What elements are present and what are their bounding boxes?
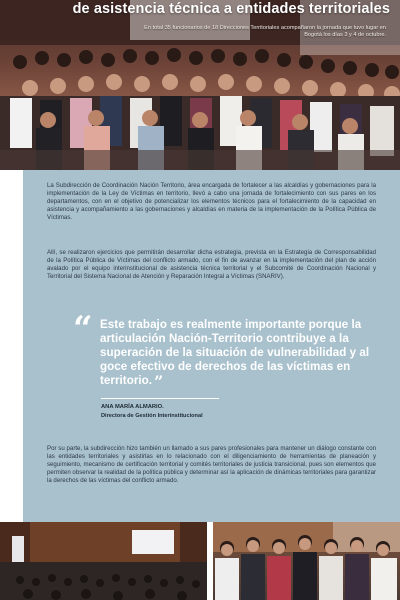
quote-close-mark: ”: [154, 372, 164, 392]
pull-quote-text: Este trabajo es realmente importante porque la articulación Nación-Territorio contribuye a la superación de la situación de vulnerabilidad y al goce efectivo de derechos de las víctimas en territorio.: [100, 318, 370, 388]
quote-open-mark: “: [73, 309, 93, 349]
group-photo-small: [213, 522, 400, 600]
body-paragraph-1: La Subdirección de Coordinación Nación Territorio, área encargada de fortalecer a las alcaldías y gobernaciones para la implementación de la Ley de Víctimas en territorio, llevó a cabo una jornada de fortalecimiento con sus pares en los departamentos, con en el objetivo de potencializar los elementos técnicos para el fortalecimiento de la capacidad en asistencia y acompañamiento a las gobernaciones y alcaldías en materia de la implementación de la Política Pública de Víctimas.: [47, 182, 376, 221]
article-panel: [23, 170, 400, 522]
group-photo-small-illustration: [213, 522, 400, 600]
auditorium-photo: [0, 522, 207, 600]
photo-caption: En total 35 funcionarios de 18 Direcciones Territoriales acompañaron la jornada que tuvo lugar en Bogotá los días 3 y 4 de octubre.: [144, 25, 386, 38]
quote-divider: [101, 398, 219, 399]
auditorium-photo-illustration: [0, 522, 207, 600]
body-paragraph-2: Allí, se realizaron ejercicios que permitirán desarrollar dicha estrategia, prevista en la Estrategia de Corresponsabilidad de la Política Pública de Víctimas del conflicto armado, con el fin de avanzar en la implementación del plan de acción avalado por el equipo interinstitucional de asistencia técnica territorial y el Subcomité de Coordinación Nacional y Territorial del Sistema Nacional de Atención y Reparación Integral a Víctimas (SNARIV).: [47, 249, 376, 280]
quote-author-role: Directora de Gestión Interinstitucional: [101, 413, 203, 419]
body-paragraph-3: Por su parte, la subdirección hizo también un llamado a sus pares profesionales para mantener un diálogo constante con las entidades territoriales y asistirlas en lo relacionado con el diligenciamiento de herramientas de planeación y seguimiento, mecanismo de certificación territorial y comités territoriales de justicia transicional, pues son elementos que permiten observar la realidad de la política pública y determinar así la aplicación de dinámicas territoriales para garantizar la derechos de las víctimas del conflicto armado.: [47, 445, 376, 484]
group-photo: [0, 0, 400, 170]
headline: de asistencia técnica a entidades territoriales: [72, 1, 390, 17]
pull-quote: [100, 318, 375, 392]
quote-author: ANA MARÍA ALMARIO.: [101, 404, 164, 410]
